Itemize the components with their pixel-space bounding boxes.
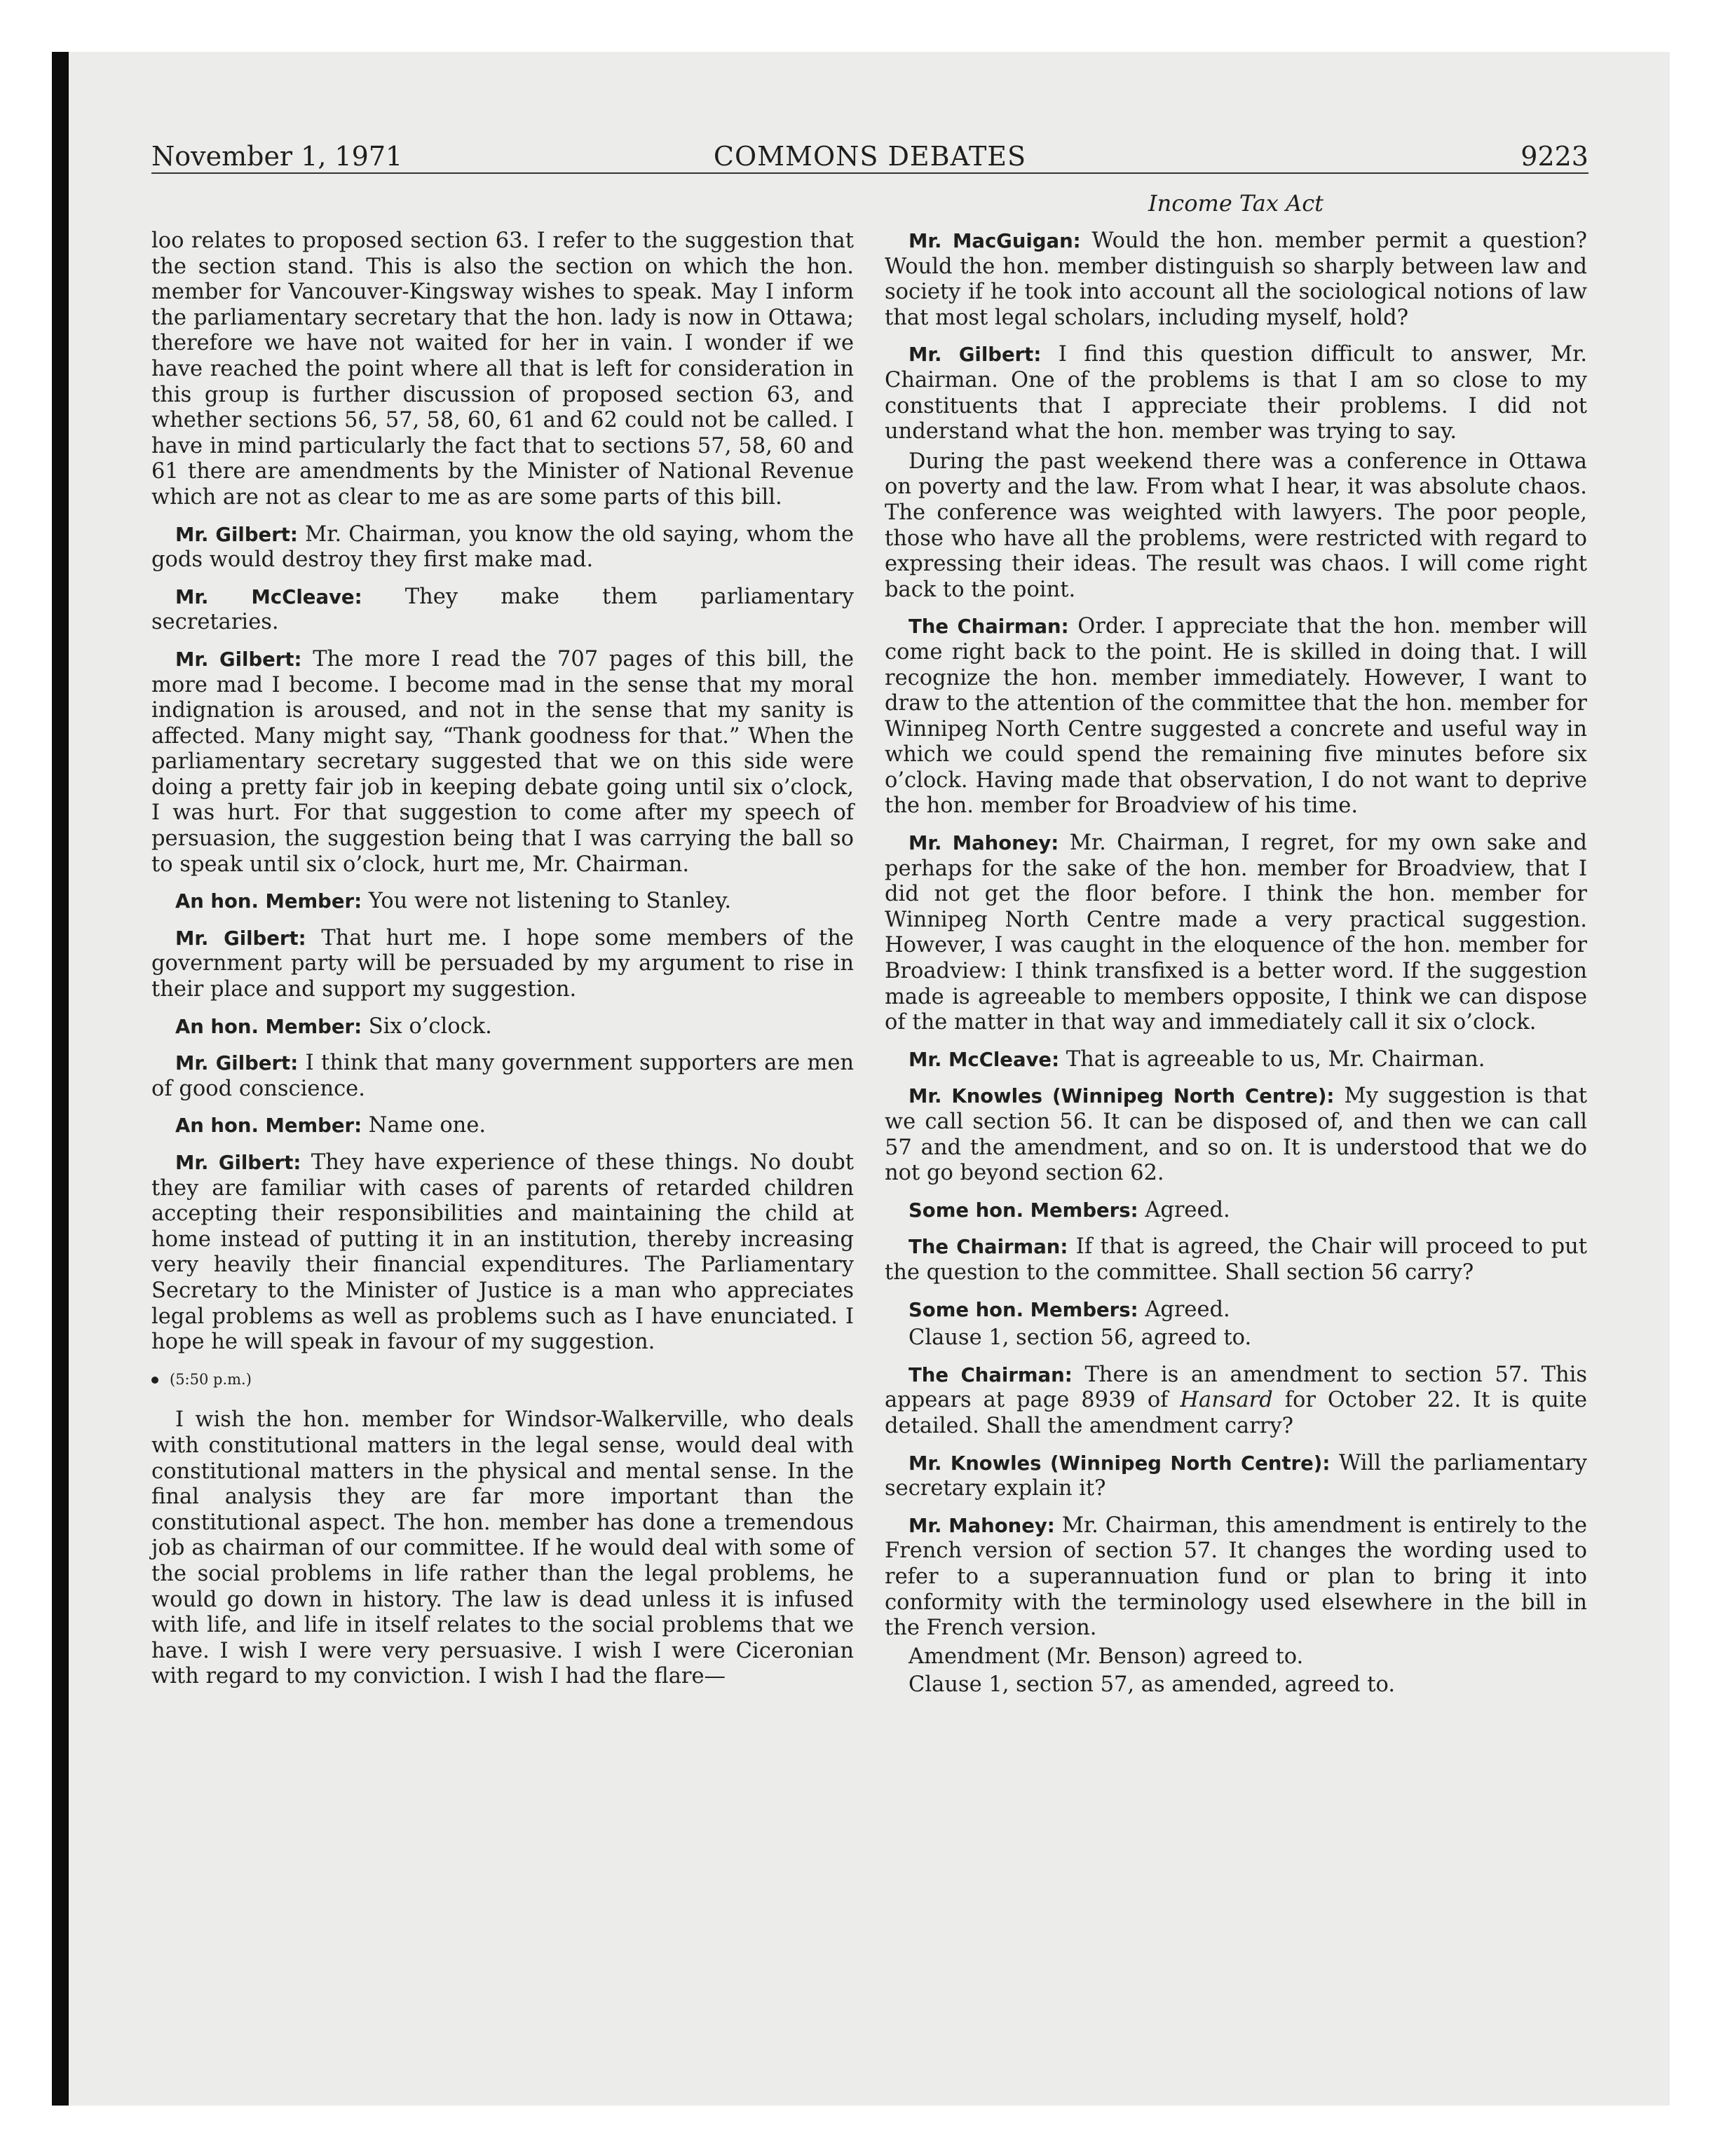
header-publication: COMMONS DEBATES bbox=[713, 141, 1027, 172]
section-title: Income Tax Act bbox=[1148, 190, 1324, 217]
paragraph bbox=[885, 1198, 1587, 1224]
paragraph bbox=[151, 889, 854, 915]
hansard-reference: Hansard bbox=[1180, 1388, 1273, 1413]
speaker-name: Mr. MacGuigan: bbox=[909, 230, 1081, 252]
speaker-name: Mr. Gilbert: bbox=[175, 927, 306, 950]
speaker-name: Mr. McCleave: bbox=[909, 1048, 1060, 1071]
paragraph-text: loo relates to proposed section 63. I refer to the suggestion that the section stand. This is also the section on which the hon. member for Vancouver-Kingsway wishes to speak. May I inform the parliamentary secretary that the hon. lady is now in Ottawa; therefore we have not waited for her in vain. I wonder if we have reached the point where all that is left for consideration in this group is further discussion of proposed section 63, and whether sections 56, 57, 58, 60, 61 and 62 could not be called. I have in mind particularly the fact that to sections 57, 58, 60 and 61 there are amendments by the Minister of National Revenue which are not as clear to me as are some parts of this bill. bbox=[151, 228, 854, 510]
paragraph-text: During the past weekend there was a conference in Ottawa on poverty and the law. From what I hear, it was absolute chaos. The conference was weighted with lawyers. The poor people, those who have all the problems, were restricted with regard to expressing their ideas. The result was chaos. I will come right back to the point. bbox=[885, 449, 1587, 602]
binding-edge bbox=[52, 52, 69, 2106]
speaker-name: Mr. Mahoney: bbox=[909, 1514, 1055, 1537]
left-column bbox=[151, 228, 854, 1981]
paragraph-text: I wish the hon. member for Windsor-Walkerville, who deals with constitutional matters in the legal sense, would deal with constitutional matters in the physical and mental sense. In the final analysis they are far more important than the constitutional aspect. The hon. member has done a tremendous job as chairman of our committee. If he would deal with some of the social problems in life rather than the legal problems, he would go down in history. The law is dead unless it is infused with life, and life in itself relates to the social problems that we have. I wish I were very persuasive. I wish I were Ciceronian with regard to my conviction. I wish I had the flare— bbox=[151, 1407, 854, 1689]
running-head bbox=[151, 140, 1588, 174]
paragraph-text: Order. I appreciate that the hon. member will come right back to the point. He is skilled in doing that. I will recognize the hon. member immediately. However, I want to draw to the attention of the committee that the hon. member for Winnipeg North Centre suggested a concrete and useful way in which we could spend the remaining five minutes before six o’clock. Having made that observation, I do not want to deprive the hon. member for Broadview of his time. bbox=[885, 614, 1587, 819]
paragraph-text: I think that many government supporters are men of good conscience. bbox=[151, 1051, 855, 1101]
paragraph-text: That hurt me. I hope some members of the government party will be persuaded by my argument to rise in their place and support my suggestion. bbox=[151, 925, 854, 1002]
speaker-name: Mr. Gilbert: bbox=[175, 523, 298, 546]
header-date: November 1, 1971 bbox=[151, 141, 403, 172]
paragraph bbox=[151, 522, 854, 573]
paragraph-text: Will the parliamentary secretary explain it? bbox=[885, 1450, 1588, 1501]
speaker-name: Mr. Gilbert: bbox=[175, 648, 302, 671]
paragraph-text: My suggestion is that we call section 56. It can be disposed of, and then we can call 57 and the amendment, and so on. It is understood that we do not go beyond section 62. bbox=[885, 1084, 1587, 1186]
paragraph-text: Mr. Chairman, you know the old saying, whom the gods would destroy they first make mad. bbox=[151, 521, 854, 573]
paragraph-text: Mr. Chairman, this amendment is entirely to the French version of section 57. It changes the wording used to refer to a superannuation fund or plan to bring it into conformity with the terminology used elsewhere in the bill in the French version. bbox=[885, 1513, 1587, 1641]
paragraph-text: for October 22. It is quite detailed. Shall the amendment carry? bbox=[885, 1388, 1587, 1438]
paragraph-text: The more I read the 707 pages of this bill, the more mad I become. I become mad in the sense that my moral indignation is aroused, and not in the sense that my sanity is affected. Many might say, “Thank goodness for that.” When the parliamentary secretary suggested that we on this side were doing a pretty fair job in keeping debate going until six o’clock, I was hurt. For that suggestion to come after my speech of persuasion, the suggestion being that I was carrying the ball so to speak until six o’clock, hurt me, Mr. Chairman. bbox=[151, 646, 854, 877]
paragraph bbox=[151, 1150, 854, 1356]
paragraph-text: They have experience of these things. No doubt they are familiar with cases of parents of retarded children accepting their responsibilities and maintaining the child at home instead of putting it in an institution, thereby increasing very heavily their financial expenditures. The Parliamentary Secretary to the Minister of Justice is a man who appreciates legal problems as well as problems such as I have enunciated. I hope he will speak in favour of my suggestion. bbox=[151, 1150, 854, 1355]
paragraph-text: Agreed. bbox=[1145, 1297, 1230, 1322]
speaker-name: Mr. McCleave: bbox=[175, 585, 362, 608]
right-column bbox=[885, 228, 1587, 1981]
speaker-name: An hon. Member: bbox=[175, 1114, 362, 1138]
paragraph bbox=[151, 1407, 854, 1690]
paragraph-text: I find this question difficult to answer, Mr. Chairman. One of the problems is that I am so close to my constituents that I appreciate their problems. I did not understand what the hon. member was trying to say. bbox=[885, 342, 1588, 444]
speaker-name: Mr. Knowles (Winnipeg North Centre): bbox=[909, 1085, 1335, 1108]
paragraph bbox=[885, 1234, 1587, 1285]
header-page-number: 9223 bbox=[1520, 141, 1588, 172]
paragraph bbox=[151, 585, 854, 636]
paragraph bbox=[885, 342, 1587, 444]
paragraph bbox=[151, 1051, 854, 1102]
paragraph-text: Agreed. bbox=[1145, 1197, 1230, 1222]
paragraph bbox=[885, 1084, 1587, 1186]
speaker-name: Some hon. Members: bbox=[909, 1199, 1138, 1222]
paragraph-text: Name one. bbox=[368, 1113, 487, 1138]
speaker-name: Mr. Gilbert: bbox=[175, 1152, 301, 1174]
paragraph bbox=[885, 831, 1587, 1036]
speaker-name: The Chairman: bbox=[909, 1363, 1073, 1386]
paragraph-text: Mr. Chairman, I regret, for my own sake and perhaps for the sake of the hon. member for Broadview, that I did not get the floor before. I think the hon. member for Winnipeg North Centre made a very practical suggestion. However, I was caught in the eloquence of the hon. member for Broadview: I think transfixed is a better word. If the suggestion made is agreeable to members opposite, I think we can dispose of the matter in that way and immediately call it six o’clock. bbox=[885, 831, 1587, 1035]
paragraph bbox=[885, 1451, 1587, 1502]
paragraph-text: That is agreeable to us, Mr. Chairman. bbox=[1066, 1046, 1485, 1072]
paragraph bbox=[885, 1363, 1587, 1440]
paragraph bbox=[885, 1047, 1587, 1073]
speaker-name: Some hon. Members: bbox=[909, 1298, 1138, 1321]
speaker-name: The Chairman: bbox=[909, 1236, 1068, 1259]
paragraph bbox=[885, 228, 1587, 331]
paragraph bbox=[885, 449, 1587, 603]
speaker-name: An hon. Member: bbox=[175, 890, 362, 913]
paragraph-text: There is an amendment to section 57. This appears at page 8939 of bbox=[885, 1362, 1588, 1413]
paragraph-text: You were not listening to Stanley. bbox=[368, 889, 732, 914]
speaker-name: Mr. Mahoney: bbox=[909, 832, 1059, 855]
speaker-name: Mr. Gilbert: bbox=[175, 1052, 299, 1075]
paragraph-text: If that is agreed, the Chair will proceed to put the question to the committee. Shall section 56 carry? bbox=[885, 1234, 1588, 1285]
speaker-name: An hon. Member: bbox=[175, 1015, 362, 1038]
paragraph bbox=[151, 647, 854, 878]
bullet-icon bbox=[151, 1377, 158, 1384]
time-marker bbox=[151, 1367, 854, 1393]
paragraph bbox=[151, 1113, 854, 1139]
paragraph-text: Would the hon. member permit a question? Would the hon. member distinguish so sharply between law and society if he took into account all the sociological notions of law that most legal scholars, including myself, hold? bbox=[885, 228, 1587, 330]
speaker-name: The Chairman: bbox=[909, 615, 1069, 639]
clause-line: Clause 1, section 56, agreed to. bbox=[909, 1325, 1252, 1351]
clause-line: Clause 1, section 57, as amended, agreed to. bbox=[909, 1672, 1396, 1698]
speaker-name: Mr. Knowles (Winnipeg North Centre): bbox=[909, 1452, 1331, 1475]
paragraph bbox=[151, 926, 854, 1003]
paragraph-text: Six o’clock. bbox=[368, 1014, 492, 1039]
paragraph bbox=[151, 1014, 854, 1040]
paragraph bbox=[885, 614, 1587, 819]
paragraph-text: They make them parliamentary secretaries. bbox=[151, 584, 854, 635]
paragraph bbox=[151, 228, 854, 511]
paragraph bbox=[885, 1513, 1587, 1642]
time-marker-text: (5:50 p.m.) bbox=[170, 1370, 252, 1388]
speaker-name: Mr. Gilbert: bbox=[909, 343, 1042, 367]
paragraph bbox=[885, 1297, 1587, 1323]
clause-line: Amendment (Mr. Benson) agreed to. bbox=[909, 1644, 1304, 1669]
